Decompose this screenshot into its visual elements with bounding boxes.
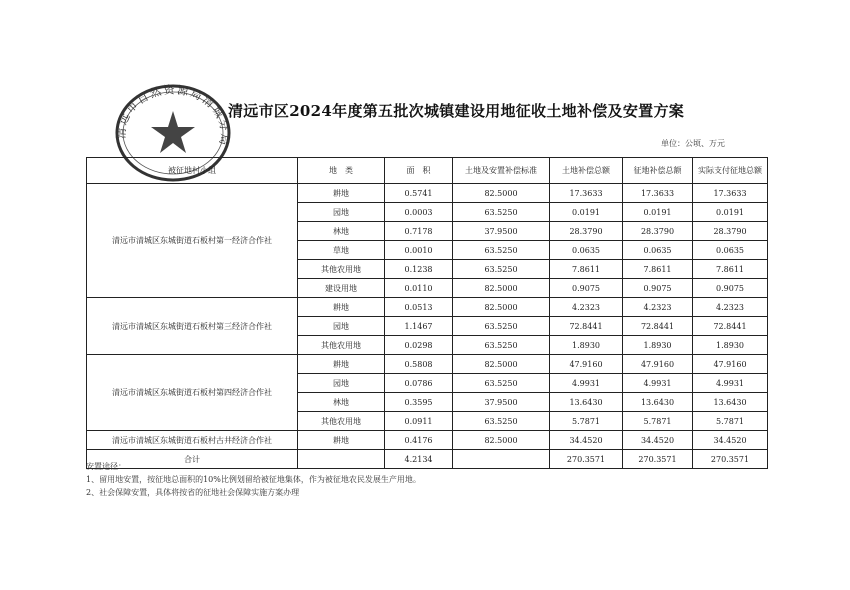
total-land-compensation: 270.3571 xyxy=(550,450,623,469)
land-type: 其他农用地 xyxy=(298,412,385,431)
standard: 63.5250 xyxy=(453,260,550,279)
land-compensation: 17.3633 xyxy=(550,184,623,203)
table-row xyxy=(87,298,768,317)
table-row xyxy=(87,355,768,374)
header-village-group: 被征地村小组 xyxy=(87,158,298,184)
actual-payment: 0.0635 xyxy=(693,241,768,260)
land-compensation: 0.0635 xyxy=(550,241,623,260)
total-standard xyxy=(453,450,550,469)
land-compensation: 0.0191 xyxy=(550,203,623,222)
land-compensation: 47.9160 xyxy=(550,355,623,374)
area: 0.0298 xyxy=(385,336,453,355)
note-item: 1、留用地安置，按征地总面积的10%比例划留给被征地集体，作为被征地农民发展生产用地。 xyxy=(86,475,421,484)
standard: 63.5250 xyxy=(453,412,550,431)
land-compensation: 5.7871 xyxy=(550,412,623,431)
standard: 82.5000 xyxy=(453,279,550,298)
total-compensation: 1.8930 xyxy=(623,336,693,355)
total-compensation: 72.8441 xyxy=(623,317,693,336)
standard: 63.5250 xyxy=(453,374,550,393)
standard: 63.5250 xyxy=(453,241,550,260)
note-item: 2、社会保障安置，具体将按省的征地社会保障实施方案办理 xyxy=(86,488,300,497)
land-type: 其他农用地 xyxy=(298,260,385,279)
total-label: 合计 xyxy=(87,450,298,469)
header-standard: 土地及安置补偿标准 xyxy=(453,158,550,184)
area: 0.1238 xyxy=(385,260,453,279)
actual-payment: 1.8930 xyxy=(693,336,768,355)
resettlement-notes xyxy=(86,460,421,499)
total-area: 4.2134 xyxy=(385,450,453,469)
actual-payment: 5.7871 xyxy=(693,412,768,431)
group-name: 清远市清城区东城街道石板村第一经济合作社 xyxy=(87,184,298,298)
land-type: 园地 xyxy=(298,374,385,393)
table-header-row xyxy=(87,158,768,184)
land-compensation: 7.8611 xyxy=(550,260,623,279)
standard: 37.9500 xyxy=(453,393,550,412)
land-compensation: 13.6430 xyxy=(550,393,623,412)
header-area: 面 积 xyxy=(385,158,453,184)
actual-payment: 72.8441 xyxy=(693,317,768,336)
standard: 37.9500 xyxy=(453,222,550,241)
standard: 82.5000 xyxy=(453,431,550,450)
area: 0.0911 xyxy=(385,412,453,431)
header-land-type: 地 类 xyxy=(298,158,385,184)
actual-payment: 0.0191 xyxy=(693,203,768,222)
actual-payment: 17.3633 xyxy=(693,184,768,203)
standard: 63.5250 xyxy=(453,336,550,355)
header-total-compensation: 征地补偿总额 xyxy=(623,158,693,184)
table-row xyxy=(87,431,768,450)
actual-payment: 47.9160 xyxy=(693,355,768,374)
compensation-table xyxy=(86,157,768,469)
total-compensation: 34.4520 xyxy=(623,431,693,450)
header-actual-payment: 实际支付征地总额 xyxy=(693,158,768,184)
area: 0.5741 xyxy=(385,184,453,203)
land-compensation: 28.3790 xyxy=(550,222,623,241)
standard: 82.5000 xyxy=(453,184,550,203)
area: 0.0513 xyxy=(385,298,453,317)
land-type: 园地 xyxy=(298,203,385,222)
total-compensation: 0.9075 xyxy=(623,279,693,298)
land-compensation: 1.8930 xyxy=(550,336,623,355)
total-compensation: 13.6430 xyxy=(623,393,693,412)
actual-payment: 0.9075 xyxy=(693,279,768,298)
land-compensation: 34.4520 xyxy=(550,431,623,450)
actual-payment: 13.6430 xyxy=(693,393,768,412)
land-compensation: 0.9075 xyxy=(550,279,623,298)
area: 0.0010 xyxy=(385,241,453,260)
total-compensation: 47.9160 xyxy=(623,355,693,374)
land-type: 园地 xyxy=(298,317,385,336)
area: 0.0110 xyxy=(385,279,453,298)
actual-payment: 28.3790 xyxy=(693,222,768,241)
standard: 63.5250 xyxy=(453,317,550,336)
actual-payment: 4.2323 xyxy=(693,298,768,317)
actual-payment: 7.8611 xyxy=(693,260,768,279)
standard: 82.5000 xyxy=(453,355,550,374)
land-type: 其他农用地 xyxy=(298,336,385,355)
total-compensation: 5.7871 xyxy=(623,412,693,431)
land-type: 耕地 xyxy=(298,184,385,203)
land-type: 林地 xyxy=(298,222,385,241)
document-title: 清远市区2024年度第五批次城镇建设用地征收土地补偿及安置方案 xyxy=(228,102,685,120)
total-compensation: 28.3790 xyxy=(623,222,693,241)
land-type: 耕地 xyxy=(298,355,385,374)
land-compensation: 4.9931 xyxy=(550,374,623,393)
land-type: 草地 xyxy=(298,241,385,260)
svg-text:清远市自然资源局清城分局: 清远市自然资源局清城分局 xyxy=(114,83,232,149)
area: 0.0786 xyxy=(385,374,453,393)
land-type: 林地 xyxy=(298,393,385,412)
standard: 82.5000 xyxy=(453,298,550,317)
area: 1.1467 xyxy=(385,317,453,336)
group-name: 清远市清城区东城街道石板村第三经济合作社 xyxy=(87,298,298,355)
actual-payment: 34.4520 xyxy=(693,431,768,450)
land-type: 建设用地 xyxy=(298,279,385,298)
notes-heading: 安置途径： xyxy=(86,462,126,471)
unit-label: 单位：公顷、万元 xyxy=(661,139,725,148)
table-row xyxy=(87,184,768,203)
area: 0.0003 xyxy=(385,203,453,222)
group-name: 清远市清城区东城街道石板村古井经济合作社 xyxy=(87,431,298,450)
land-type: 耕地 xyxy=(298,431,385,450)
land-compensation: 72.8441 xyxy=(550,317,623,336)
header-land-compensation: 土地补偿总额 xyxy=(550,158,623,184)
area: 0.5808 xyxy=(385,355,453,374)
total-compensation: 0.0191 xyxy=(623,203,693,222)
land-compensation: 4.2323 xyxy=(550,298,623,317)
group-name: 清远市清城区东城街道石板村第四经济合作社 xyxy=(87,355,298,431)
area: 0.4176 xyxy=(385,431,453,450)
standard: 63.5250 xyxy=(453,203,550,222)
total-total-compensation: 270.3571 xyxy=(623,450,693,469)
total-compensation: 0.0635 xyxy=(623,241,693,260)
land-type: 耕地 xyxy=(298,298,385,317)
actual-payment: 4.9931 xyxy=(693,374,768,393)
area: 0.3595 xyxy=(385,393,453,412)
total-compensation: 17.3633 xyxy=(623,184,693,203)
total-compensation: 4.2323 xyxy=(623,298,693,317)
total-actual-payment: 270.3571 xyxy=(693,450,768,469)
total-compensation: 7.8611 xyxy=(623,260,693,279)
area: 0.7178 xyxy=(385,222,453,241)
total-compensation: 4.9931 xyxy=(623,374,693,393)
